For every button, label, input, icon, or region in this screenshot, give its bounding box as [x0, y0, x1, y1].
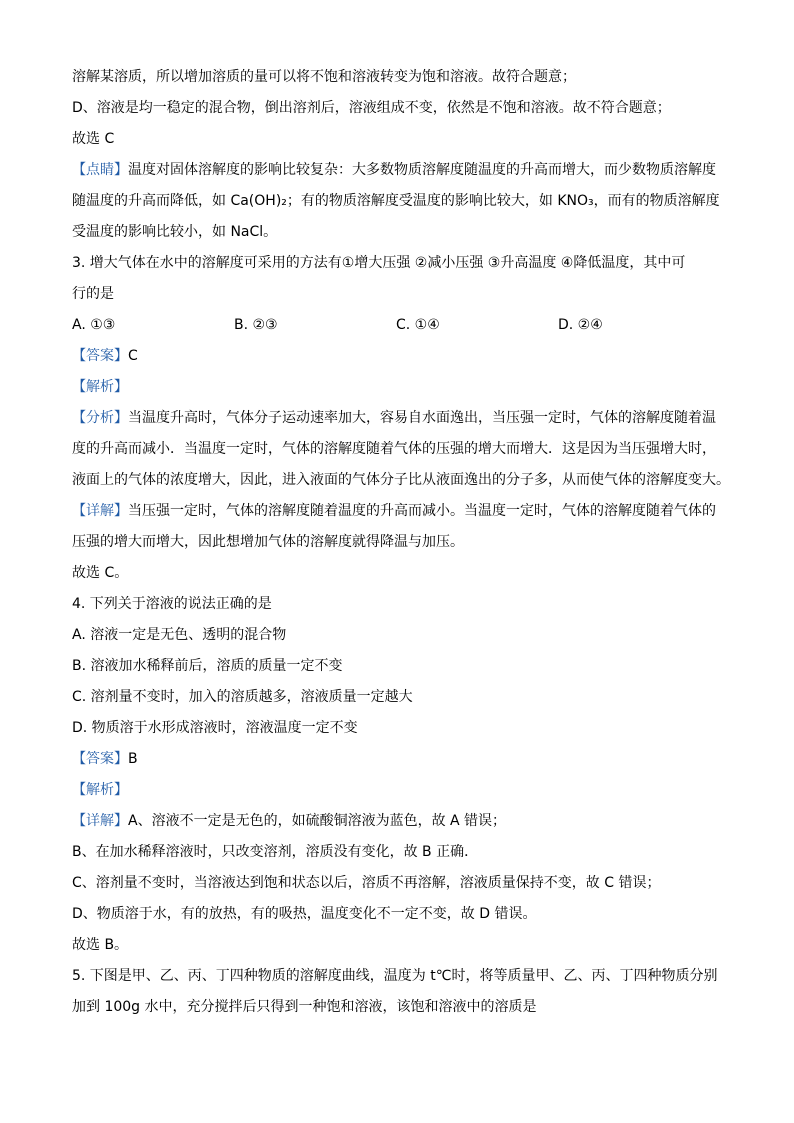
option-line: C. 溶剂量不变时，加入的溶质越多，溶液质量一定越大 — [72, 689, 413, 705]
question-line: 加到 100g 水中，充分搅拌后只得到一种饱和溶液，该饱和溶液中的溶质是 — [72, 999, 537, 1015]
analysis-line — [72, 372, 740, 403]
option-line: A. 溶液一定是无色、透明的混合物 — [72, 627, 287, 643]
option-c: C. ①④ — [396, 317, 440, 333]
analysis-tag: 【解析】 — [72, 379, 128, 395]
question-line: 4. 下列关于溶液的说法正确的是 — [72, 596, 272, 612]
text-line: 液面上的气体的浓度增大，因此，进入液面的气体分子比从液面逸出的分子多，从而使气体的溶解度变大。 — [72, 472, 730, 488]
option-line: B. 溶液加水稀释前后，溶质的质量一定不变 — [72, 658, 343, 674]
answer-line — [72, 341, 740, 372]
text-line — [72, 806, 740, 837]
section-tag: 【详解】 — [72, 813, 128, 829]
text-line: D、溶液是均一稳定的混合物，倒出溶剂后，溶液组成不变，依然是不饱和溶液。故不符合题意； — [72, 100, 671, 116]
text-line: D、物质溶于水，有的放热，有的吸热，温度变化不一定不变，故 D 错误。 — [72, 906, 537, 922]
section-text: A、溶液不一定是无色的，如硫酸铜溶液为蓝色，故 A 错误； — [128, 813, 507, 829]
text-line: B、在加水稀释溶液时，只改变溶剂，溶质没有变化，故 B 正确． — [72, 844, 479, 860]
section-tag: 【详解】 — [72, 503, 128, 519]
section-tag: 【点睛】 — [72, 162, 128, 178]
section-text: 当压强一定时，气体的溶解度随着温度的升高而减小。当温度一定时，气体的溶解度随着气体的 — [128, 503, 716, 519]
text-line: 度的升高而减小．当温度一定时，气体的溶解度随着气体的压强的增大而增大．这是因为当压强增大时， — [72, 441, 716, 457]
text-line — [72, 496, 740, 527]
text-line: 故选 B。 — [72, 937, 129, 953]
answer-line — [72, 744, 740, 775]
analysis-line — [72, 775, 740, 806]
section-tag: 【分析】 — [72, 410, 128, 426]
section-text: 当温度升高时，气体分子运动速率加大，容易自水面逸出，当压强一定时，气体的溶解度随着温 — [128, 410, 716, 426]
document-page — [72, 62, 740, 1023]
answer-value: C — [128, 348, 138, 364]
option-line: D. 物质溶于水形成溶液时，溶液温度一定不变 — [72, 720, 358, 736]
text-line: 溶解某溶质，所以增加溶质的量可以将不饱和溶液转变为饱和溶液。故符合题意； — [72, 69, 576, 85]
text-line — [72, 155, 740, 186]
answer-options — [72, 310, 740, 341]
text-line: 随温度的升高而降低，如 Ca(OH)₂；有的物质溶解度受温度的影响比较大，如 KNO₃，而有的物质溶解度 — [72, 193, 720, 209]
option-d: D. ②④ — [558, 317, 603, 333]
option-b: B. ②③ — [234, 317, 278, 333]
answer-value: B — [128, 751, 138, 767]
section-text: 温度对固体溶解度的影响比较复杂：大多数物质溶解度随温度的升高而增大，而少数物质溶解度 — [128, 162, 716, 178]
answer-tag: 【答案】 — [72, 348, 128, 364]
question-line: 5. 下图是甲、乙、丙、丁四种物质的溶解度曲线，温度为 t℃时，将等质量甲、乙、丙、丁四种物质分别 — [72, 968, 718, 984]
text-line: 故选 C。 — [72, 565, 129, 581]
text-line: 受温度的影响比较小，如 NaCl。 — [72, 224, 278, 240]
text-line: C、溶剂量不变时，当溶液达到饱和状态以后，溶质不再溶解，溶液质量保持不变，故 C 错误； — [72, 875, 661, 891]
text-line: 故选 C — [72, 131, 115, 147]
question-line: 行的是 — [72, 286, 114, 302]
analysis-tag: 【解析】 — [72, 782, 128, 798]
question-line: 3. 增大气体在水中的溶解度可采用的方法有①增大压强 ②减小压强 ③升高温度 ④降低温度，其中可 — [72, 255, 686, 271]
option-a: A. ①③ — [72, 317, 116, 333]
answer-tag: 【答案】 — [72, 751, 128, 767]
text-line: 压强的增大而增大，因此想增加气体的溶解度就得降温与加压。 — [72, 534, 464, 550]
text-line — [72, 403, 740, 434]
